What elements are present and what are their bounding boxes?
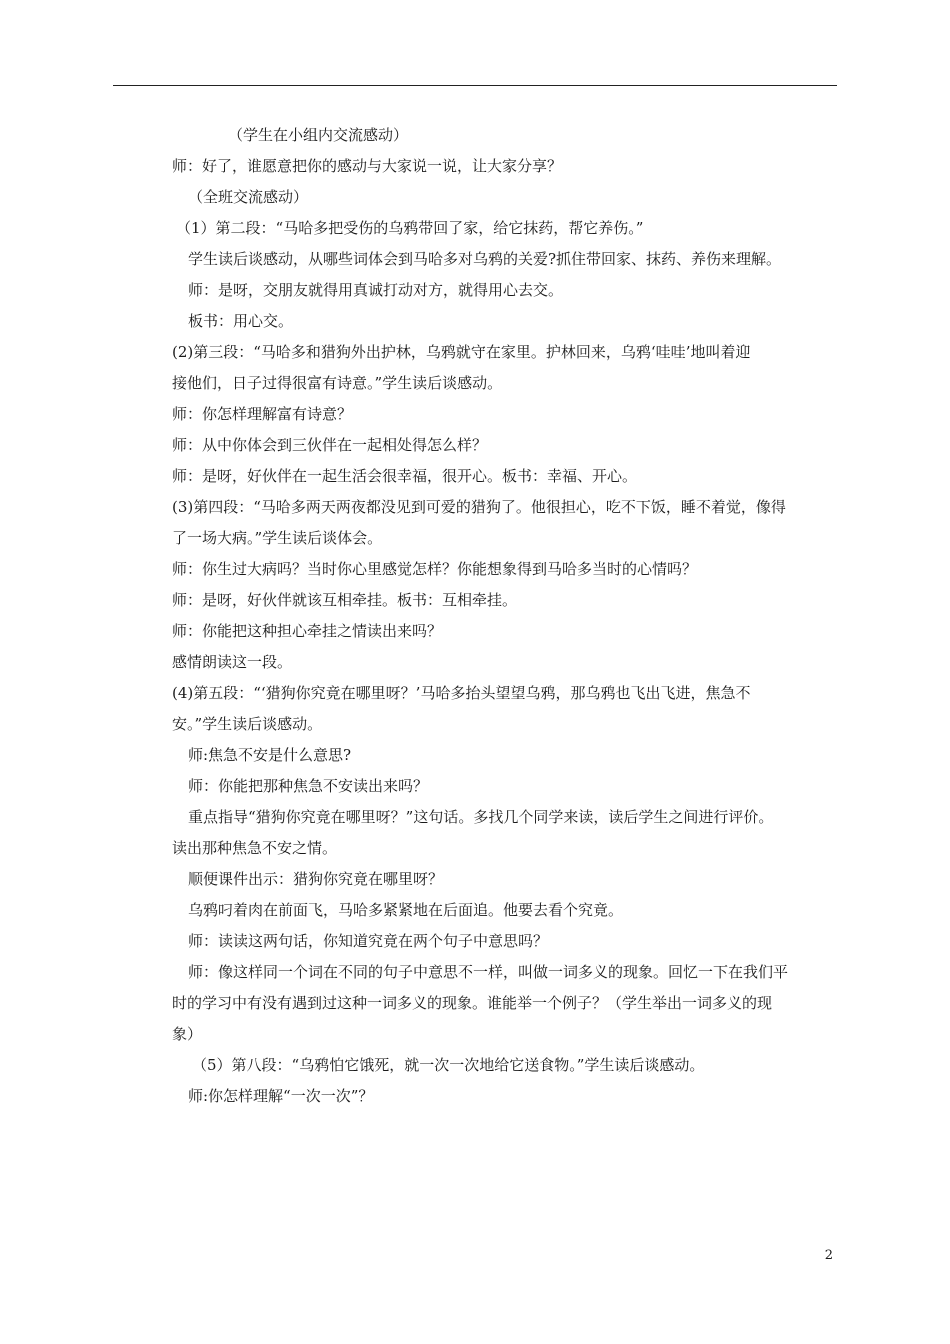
text-line: 师：你生过大病吗？当时你心里感觉怎样？你能想象得到马哈多当时的心情吗？	[172, 560, 698, 578]
text-line: 师：是呀，好伙伴就该互相牵挂。板书：互相牵挂。	[172, 591, 518, 609]
text-line: 师：是呀，好伙伴在一起生活会很幸福，很开心。板书：幸福、开心。	[172, 467, 638, 485]
text-line: 了一场大病。”学生读后谈体会。	[172, 529, 383, 547]
text-line: （5）第八段：“乌鸦怕它饿死，就一次一次地给它送食物。”学生读后谈感动。	[192, 1056, 705, 1074]
text-line: 读出那种焦急不安之情。	[172, 839, 338, 857]
text-line: 师：你能把那种焦急不安读出来吗？	[188, 777, 429, 795]
text-line: 师:焦急不安是什么意思?	[188, 746, 352, 764]
text-line: 安。”学生读后谈感动。	[172, 715, 323, 733]
text-line: 接他们，日子过得很富有诗意。”学生读后谈感动。	[172, 374, 503, 392]
text-line: 师：你能把这种担心牵挂之情读出来吗？	[172, 622, 443, 640]
text-line: 学生读后谈感动，从哪些词体会到马哈多对乌鸦的关爱?抓住带回家、抹药、养伤来理解。	[188, 250, 782, 268]
text-line: 师：从中你体会到三伙伴在一起相处得怎么样？	[172, 436, 488, 454]
text-line: 师：是呀，交朋友就得用真诚打动对方，就得用心去交。	[188, 281, 564, 299]
text-line: 顺便课件出示：猎狗你究竟在哪里呀？	[188, 870, 444, 888]
document-body	[172, 120, 837, 1112]
page-number: 2	[824, 1248, 833, 1263]
text-line: 板书：用心交。	[188, 312, 294, 330]
header-rule	[113, 85, 837, 86]
text-line: 师:你怎样理解“一次一次”？	[188, 1087, 374, 1105]
text-line: 师：像这样同一个词在不同的句子中意思不一样，叫做一词多义的现象。回忆一下在我们平	[188, 963, 789, 981]
text-line: 师：好了，谁愿意把你的感动与大家说一说，让大家分享？	[172, 157, 563, 175]
text-line: 乌鸦叼着肉在前面飞，马哈多紧紧地在后面追。他要去看个究竟。	[188, 901, 624, 919]
text-line: (2)第三段：“马哈多和猎狗外出护林，乌鸦就守在家里。护林回来，乌鸦‘哇哇’地叫着迎	[172, 343, 751, 361]
text-line: (3)第四段：“马哈多两天两夜都没见到可爱的猎狗了。他很担心，吃不下饭，睡不着觉，像得	[172, 498, 786, 516]
text-line: 师：读读这两句话，你知道究竟在两个句子中意思吗？	[188, 932, 549, 950]
text-line: 重点指导“猎狗你究竟在哪里呀？”这句话。多找几个同学来读，读后学生之间进行评价。	[188, 808, 774, 826]
text-line: （全班交流感动）	[188, 188, 309, 206]
text-line: 师：你怎样理解富有诗意？	[172, 405, 353, 423]
text-line: （1）第二段：“马哈多把受伤的乌鸦带回了家，给它抹药，帮它养伤。”	[176, 219, 644, 237]
text-line: 时的学习中有没有遇到过这种一词多义的现象。谁能举一个例子？（学生举出一词多义的现	[172, 994, 773, 1012]
text-line: (4)第五段：“‘猎狗你究竟在哪里呀？’马哈多抬头望望乌鸦，那乌鸦也飞出飞进，焦急不	[172, 684, 751, 702]
text-line: 感情朗读这一段。	[172, 653, 293, 671]
text-line: （学生在小组内交流感动）	[228, 126, 409, 144]
text-line: 象）	[172, 1025, 203, 1043]
